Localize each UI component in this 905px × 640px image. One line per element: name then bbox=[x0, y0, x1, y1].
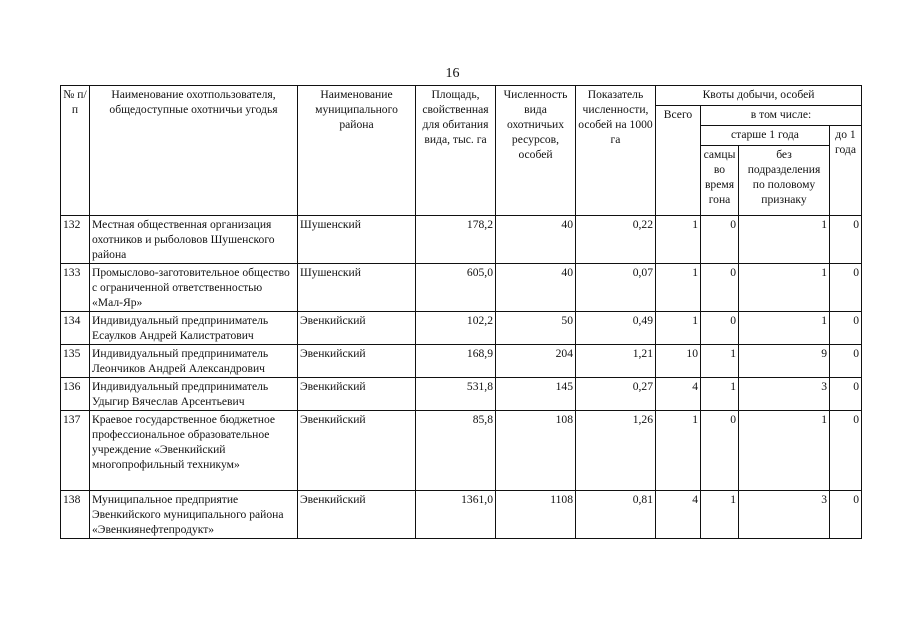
header-older: старше 1 года bbox=[701, 126, 830, 146]
cell-population: 145 bbox=[496, 378, 576, 411]
header-males: самцы во время гона bbox=[701, 146, 739, 216]
table-row bbox=[61, 491, 862, 539]
table-row bbox=[61, 411, 862, 491]
table-row bbox=[61, 264, 862, 312]
cell-males: 0 bbox=[701, 312, 739, 345]
cell-name: Краевое государственное бюджетное профессиональное образовательное учреждение «Эвенкийский многопрофильный техникум» bbox=[90, 411, 298, 491]
cell-district: Эвенкийский bbox=[298, 378, 416, 411]
cell-males: 0 bbox=[701, 264, 739, 312]
header-quota: Квоты добычи, особей bbox=[656, 86, 862, 106]
cell-district: Шушенский bbox=[298, 216, 416, 264]
cell-area: 1361,0 bbox=[416, 491, 496, 539]
header-district: Наименование муниципального района bbox=[298, 86, 416, 216]
table-row bbox=[61, 345, 862, 378]
cell-num: 134 bbox=[61, 312, 90, 345]
cell-under1: 0 bbox=[830, 264, 862, 312]
cell-num: 138 bbox=[61, 491, 90, 539]
cell-name: Индивидуальный предприниматель Леончиков Андрей Александрович bbox=[90, 345, 298, 378]
cell-nosex: 3 bbox=[739, 491, 830, 539]
cell-nosex: 1 bbox=[739, 312, 830, 345]
header-including: в том числе: bbox=[701, 106, 862, 126]
cell-nosex: 3 bbox=[739, 378, 830, 411]
cell-area: 531,8 bbox=[416, 378, 496, 411]
table-row bbox=[61, 378, 862, 411]
cell-total: 1 bbox=[656, 264, 701, 312]
cell-under1: 0 bbox=[830, 216, 862, 264]
header-total: Всего bbox=[656, 106, 701, 216]
cell-males: 1 bbox=[701, 345, 739, 378]
cell-under1: 0 bbox=[830, 491, 862, 539]
cell-nosex: 1 bbox=[739, 216, 830, 264]
cell-nosex: 9 bbox=[739, 345, 830, 378]
cell-area: 605,0 bbox=[416, 264, 496, 312]
cell-name: Индивидуальный предприниматель Есаулков Андрей Калистратович bbox=[90, 312, 298, 345]
cell-area: 168,9 bbox=[416, 345, 496, 378]
cell-population: 108 bbox=[496, 411, 576, 491]
cell-num: 135 bbox=[61, 345, 90, 378]
cell-density: 0,49 bbox=[576, 312, 656, 345]
cell-under1: 0 bbox=[830, 312, 862, 345]
cell-density: 0,81 bbox=[576, 491, 656, 539]
cell-num: 136 bbox=[61, 378, 90, 411]
cell-population: 50 bbox=[496, 312, 576, 345]
header-population: Численность вида охотничьих ресурсов, особей bbox=[496, 86, 576, 216]
cell-males: 0 bbox=[701, 216, 739, 264]
cell-under1: 0 bbox=[830, 345, 862, 378]
cell-under1: 0 bbox=[830, 378, 862, 411]
cell-district: Эвенкийский bbox=[298, 491, 416, 539]
cell-name: Промыслово-заготовительное общество с ограниченной ответственностью «Мал-Яр» bbox=[90, 264, 298, 312]
cell-total: 4 bbox=[656, 378, 701, 411]
cell-name: Индивидуальный предприниматель Удыгир Вячеслав Арсентьевич bbox=[90, 378, 298, 411]
cell-males: 0 bbox=[701, 411, 739, 491]
cell-district: Эвенкийский bbox=[298, 312, 416, 345]
cell-population: 40 bbox=[496, 264, 576, 312]
cell-under1: 0 bbox=[830, 411, 862, 491]
cell-males: 1 bbox=[701, 378, 739, 411]
cell-total: 4 bbox=[656, 491, 701, 539]
cell-males: 1 bbox=[701, 491, 739, 539]
cell-density: 1,26 bbox=[576, 411, 656, 491]
cell-district: Эвенкийский bbox=[298, 411, 416, 491]
header-area: Площадь, свойственная для обитания вида, тыс. га bbox=[416, 86, 496, 216]
cell-total: 10 bbox=[656, 345, 701, 378]
header-nosex: без подразделения по половому признаку bbox=[739, 146, 830, 216]
cell-num: 137 bbox=[61, 411, 90, 491]
table-row bbox=[61, 312, 862, 345]
page-number: 16 bbox=[445, 66, 460, 81]
cell-total: 1 bbox=[656, 411, 701, 491]
cell-area: 85,8 bbox=[416, 411, 496, 491]
cell-num: 132 bbox=[61, 216, 90, 264]
cell-density: 0,07 bbox=[576, 264, 656, 312]
cell-district: Эвенкийский bbox=[298, 345, 416, 378]
cell-nosex: 1 bbox=[739, 411, 830, 491]
cell-num: 133 bbox=[61, 264, 90, 312]
header-density: Показатель численности, особей на 1000 га bbox=[576, 86, 656, 216]
cell-total: 1 bbox=[656, 216, 701, 264]
cell-population: 40 bbox=[496, 216, 576, 264]
cell-density: 0,22 bbox=[576, 216, 656, 264]
cell-population: 204 bbox=[496, 345, 576, 378]
header-num: № п/п bbox=[61, 86, 90, 216]
cell-density: 0,27 bbox=[576, 378, 656, 411]
cell-total: 1 bbox=[656, 312, 701, 345]
quota-table bbox=[60, 85, 862, 539]
cell-nosex: 1 bbox=[739, 264, 830, 312]
table-row bbox=[61, 216, 862, 264]
cell-name: Местная общественная организация охотников и рыболовов Шушенского района bbox=[90, 216, 298, 264]
cell-district: Шушенский bbox=[298, 264, 416, 312]
cell-area: 102,2 bbox=[416, 312, 496, 345]
cell-population: 1108 bbox=[496, 491, 576, 539]
cell-area: 178,2 bbox=[416, 216, 496, 264]
cell-name: Муниципальное предприятие Эвенкийского муниципального района «Эвенкиянефтепродукт» bbox=[90, 491, 298, 539]
header-under1: до 1 года bbox=[830, 126, 862, 216]
cell-density: 1,21 bbox=[576, 345, 656, 378]
header-user: Наименование охотпользователя, общедоступные охотничьи угодья bbox=[90, 86, 298, 216]
